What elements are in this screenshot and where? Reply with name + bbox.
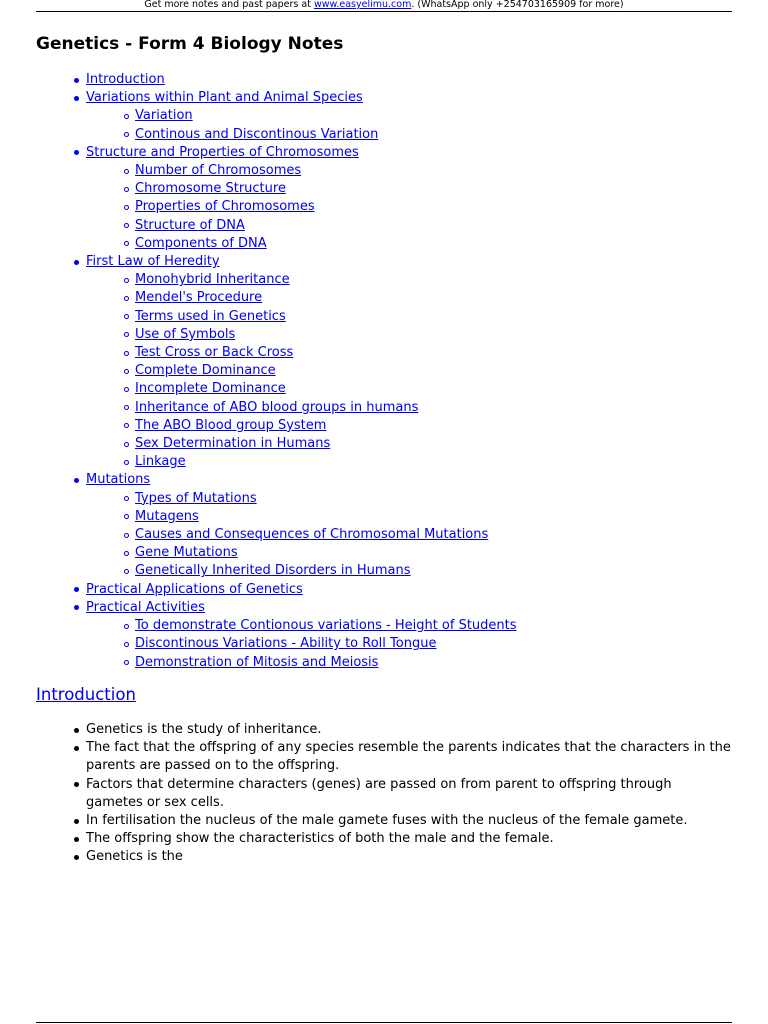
- toc-subitem: [135, 635, 726, 653]
- toc-sublink[interactable]: Incomplete Dominance: [135, 381, 286, 397]
- toc-sublink[interactable]: Discontinous Variations - Ability to Roll Tongue: [135, 636, 437, 652]
- toc-sublist: [86, 490, 726, 581]
- toc-subitem: [135, 344, 726, 362]
- toc-link[interactable]: First Law of Heredity: [86, 254, 220, 270]
- toc-subitem: [135, 617, 726, 635]
- toc-sublist: [86, 162, 726, 253]
- footer-rule: [36, 1022, 732, 1023]
- toc-subitem: [135, 107, 726, 125]
- website-link[interactable]: www.easyelimu.com: [313, 0, 412, 10]
- toc-subitem: [135, 490, 726, 508]
- toc-sublink[interactable]: Structure of DNA: [135, 217, 245, 233]
- toc-subitem: [135, 526, 726, 544]
- toc-sublist: [86, 617, 726, 672]
- toc-sublink[interactable]: Number of Chromosomes: [135, 163, 302, 179]
- toc-sublink[interactable]: The ABO Blood group System: [135, 417, 327, 433]
- toc-subitem: [135, 326, 726, 344]
- toc-sublink[interactable]: Causes and Consequences of Chromosomal Mutations: [135, 527, 489, 543]
- toc-link[interactable]: Practical Applications of Genetics: [86, 581, 303, 597]
- content-bullet: Genetics is the: [86, 848, 731, 866]
- toc-subitem: [135, 453, 726, 471]
- toc-subitem: [135, 271, 726, 289]
- toc-item: [86, 581, 726, 599]
- toc-sublink[interactable]: Sex Determination in Humans: [135, 436, 331, 452]
- toc-subitem: [135, 162, 726, 180]
- toc-sublink[interactable]: Inheritance of ABO blood groups in humans: [135, 399, 419, 415]
- toc-subitem: [135, 217, 726, 235]
- section-heading-link[interactable]: Introduction: [36, 685, 136, 704]
- table-of-contents: [86, 71, 726, 672]
- toc-sublink[interactable]: Continous and Discontinous Variation: [135, 126, 379, 142]
- toc-subitem: [135, 308, 726, 326]
- toc-sublink[interactable]: Mutagens: [135, 508, 199, 524]
- toc-sublink[interactable]: Mendel's Procedure: [135, 290, 263, 306]
- toc-sublink[interactable]: Genetically Inherited Disorders in Humans: [135, 563, 411, 579]
- toc-link[interactable]: Variations within Plant and Animal Species: [86, 90, 363, 106]
- content-bullet: Factors that determine characters (genes) are passed on from parent to offspring through gametes or sex cells.: [86, 776, 731, 812]
- section-heading: [36, 684, 136, 706]
- toc-subitem: [135, 435, 726, 453]
- toc-subitem: [135, 380, 726, 398]
- toc-sublink[interactable]: Terms used in Genetics: [135, 308, 286, 324]
- toc-sublink[interactable]: Complete Dominance: [135, 363, 276, 379]
- toc-link[interactable]: Practical Activities: [86, 599, 205, 615]
- toc-subitem: [135, 399, 726, 417]
- toc-sublink[interactable]: Linkage: [135, 454, 186, 470]
- toc-subitem: [135, 654, 726, 672]
- content-bullet: The fact that the offspring of any species resemble the parents indicates that the characters in the parents are passed on to the offspring.: [86, 739, 731, 775]
- toc-subitem: [135, 562, 726, 580]
- toc-subitem: [135, 126, 726, 144]
- toc-sublink[interactable]: Components of DNA: [135, 235, 267, 251]
- toc-sublist: [86, 107, 726, 143]
- toc-link[interactable]: Mutations: [86, 472, 151, 488]
- toc-sublink[interactable]: Gene Mutations: [135, 545, 238, 561]
- toc-item: [86, 144, 726, 253]
- page-header: [36, 0, 732, 12]
- toc-sublink[interactable]: To demonstrate Contionous variations - Height of Students: [135, 618, 517, 634]
- header-text: Get more notes and past papers at: [144, 0, 314, 10]
- toc-sublink[interactable]: Monohybrid Inheritance: [135, 272, 290, 288]
- content-bullet: The offspring show the characteristics of both the male and the female.: [86, 830, 731, 848]
- toc-subitem: [135, 508, 726, 526]
- toc-item: [86, 253, 726, 471]
- content-bullet: Genetics is the study of inheritance.: [86, 721, 731, 739]
- content-bullet: In fertilisation the nucleus of the male gamete fuses with the nucleus of the female gamete.: [86, 812, 731, 830]
- toc-subitem: [135, 180, 726, 198]
- toc-sublink[interactable]: Variation: [135, 108, 193, 124]
- toc-link[interactable]: Structure and Properties of Chromosomes: [86, 144, 359, 160]
- header-contact-text: . (WhatsApp only +254703165909 for more): [411, 0, 624, 10]
- toc-subitem: [135, 235, 726, 253]
- toc-subitem: [135, 544, 726, 562]
- toc-sublist: [86, 271, 726, 471]
- toc-item: [86, 471, 726, 580]
- toc-sublink[interactable]: Use of Symbols: [135, 326, 236, 342]
- toc-item: [86, 89, 726, 144]
- toc-link[interactable]: Introduction: [86, 72, 165, 87]
- toc-sublink[interactable]: Demonstration of Mitosis and Meiosis: [135, 654, 379, 670]
- toc-subitem: [135, 362, 726, 380]
- toc-sublink[interactable]: Properties of Chromosomes: [135, 199, 315, 215]
- section-content-list: [86, 721, 731, 867]
- toc-sublink[interactable]: Types of Mutations: [135, 490, 257, 506]
- toc-sublink[interactable]: Test Cross or Back Cross: [135, 345, 294, 361]
- page-title: Genetics - Form 4 Biology Notes: [36, 34, 344, 54]
- toc-sublink[interactable]: Chromosome Structure: [135, 181, 286, 197]
- toc-subitem: [135, 198, 726, 216]
- toc-subitem: [135, 417, 726, 435]
- toc-item: [86, 71, 726, 89]
- toc-subitem: [135, 289, 726, 307]
- toc-item: [86, 599, 726, 672]
